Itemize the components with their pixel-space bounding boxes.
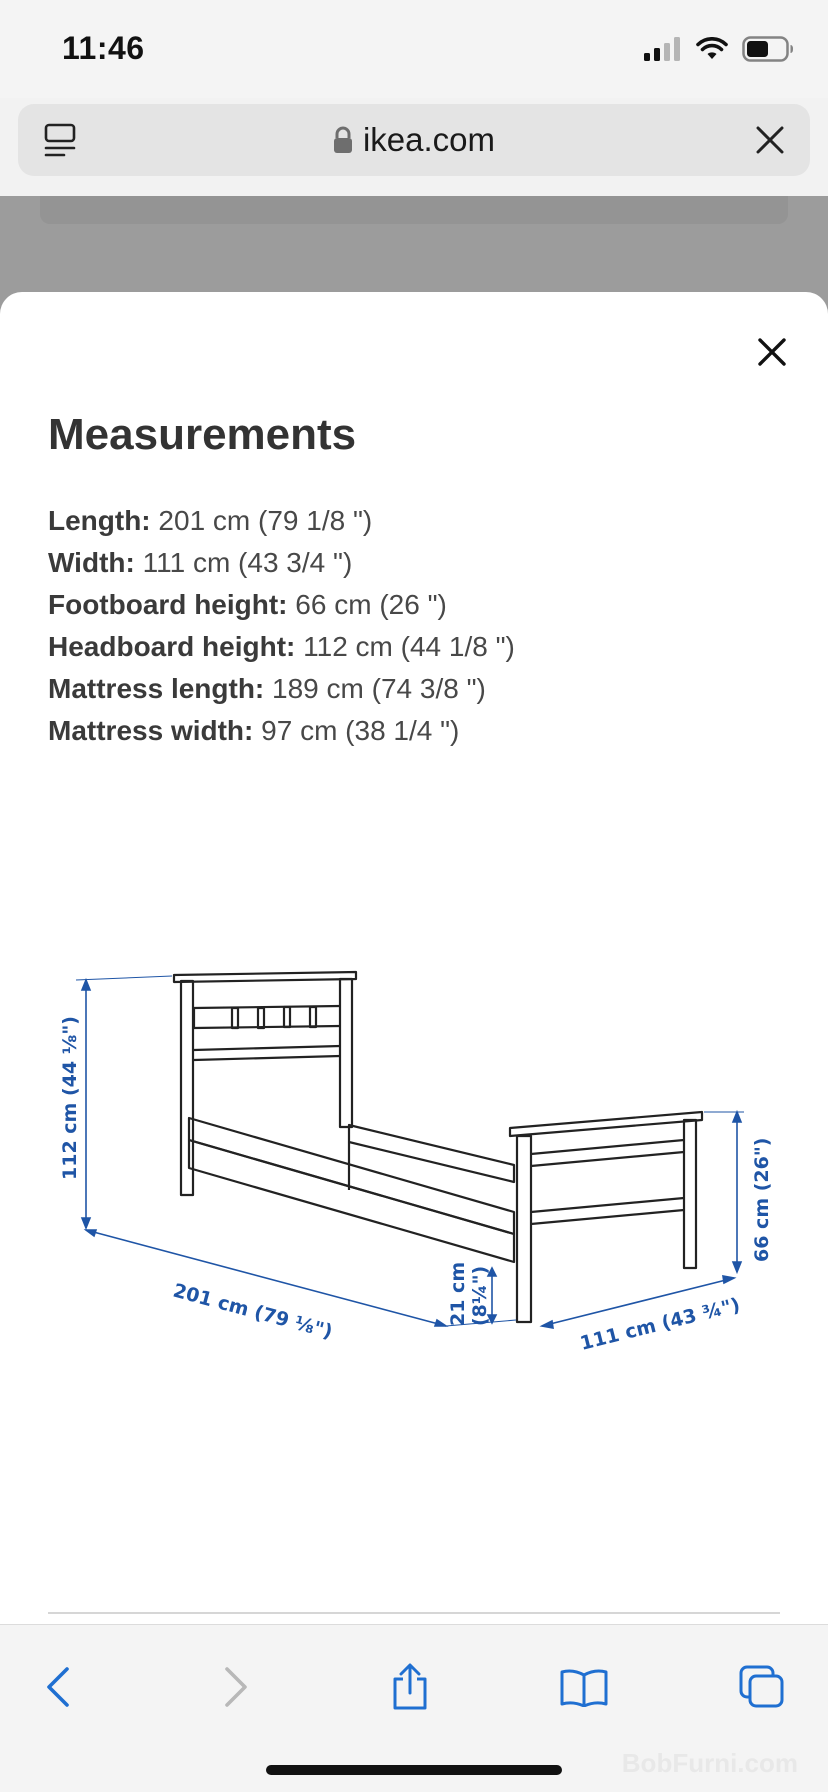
dim-footboard-height: 66 cm (26"): [751, 1137, 773, 1262]
measurements-list: [48, 500, 515, 752]
measurement-length: Length: 201 cm (79 1/8 "): [48, 505, 373, 536]
bookmarks-button[interactable]: [554, 1657, 614, 1717]
back-icon: [43, 1666, 73, 1708]
tabs-icon: [738, 1664, 786, 1710]
dim-length: 201 cm (79 ⅛"): [170, 1279, 335, 1344]
tabs-button[interactable]: [732, 1657, 792, 1717]
status-time: 11:46: [62, 30, 145, 66]
sheet-close-icon[interactable]: [752, 332, 792, 372]
status-icons: [644, 36, 794, 62]
wifi-icon: [696, 37, 728, 61]
bookmarks-icon: [559, 1667, 609, 1707]
measurement-mattress-width: Mattress width: 97 cm (38 1/4 "): [48, 715, 460, 746]
backdrop-element: [40, 196, 788, 224]
url-text: ikea.com: [362, 121, 496, 158]
dim-clearance-cm: 21 cm: [447, 1261, 469, 1326]
measurement-headboard-height: Headboard height: 112 cm (44 1/8 "): [48, 631, 515, 662]
dimension-lines: [76, 976, 744, 1328]
watermark: BobFurni.com: [621, 1748, 798, 1778]
dim-headboard-height: 112 cm (44 ⅛"): [59, 1016, 81, 1180]
dim-clearance-in: (8¼"): [469, 1265, 491, 1326]
home-indicator: [266, 1765, 562, 1775]
bed-dimension-diagram: [54, 950, 794, 1450]
address-bar[interactable]: [18, 104, 810, 176]
url-display[interactable]: [18, 104, 810, 176]
measurement-footboard-height: Footboard height: 66 cm (26 "): [48, 589, 447, 620]
bed-illustration: [174, 972, 702, 1322]
forward-icon: [221, 1666, 251, 1708]
share-button[interactable]: [380, 1657, 440, 1717]
share-icon: [390, 1663, 430, 1711]
sheet-divider: [48, 1612, 780, 1614]
cellular-signal-icon: [644, 37, 682, 61]
sheet-title: Measurements: [48, 410, 357, 459]
measurement-mattress-length: Mattress length: 189 cm (74 3/8 "): [48, 673, 486, 704]
status-bar: [0, 0, 828, 98]
close-icon[interactable]: [748, 118, 792, 162]
forward-button[interactable]: [206, 1657, 266, 1717]
lock-icon: [333, 126, 353, 154]
measurement-width: Width: 111 cm (43 3/4 "): [48, 547, 353, 578]
dim-width: 111 cm (43 ¾"): [577, 1293, 743, 1355]
back-button[interactable]: [28, 1657, 88, 1717]
battery-icon: [742, 36, 794, 62]
